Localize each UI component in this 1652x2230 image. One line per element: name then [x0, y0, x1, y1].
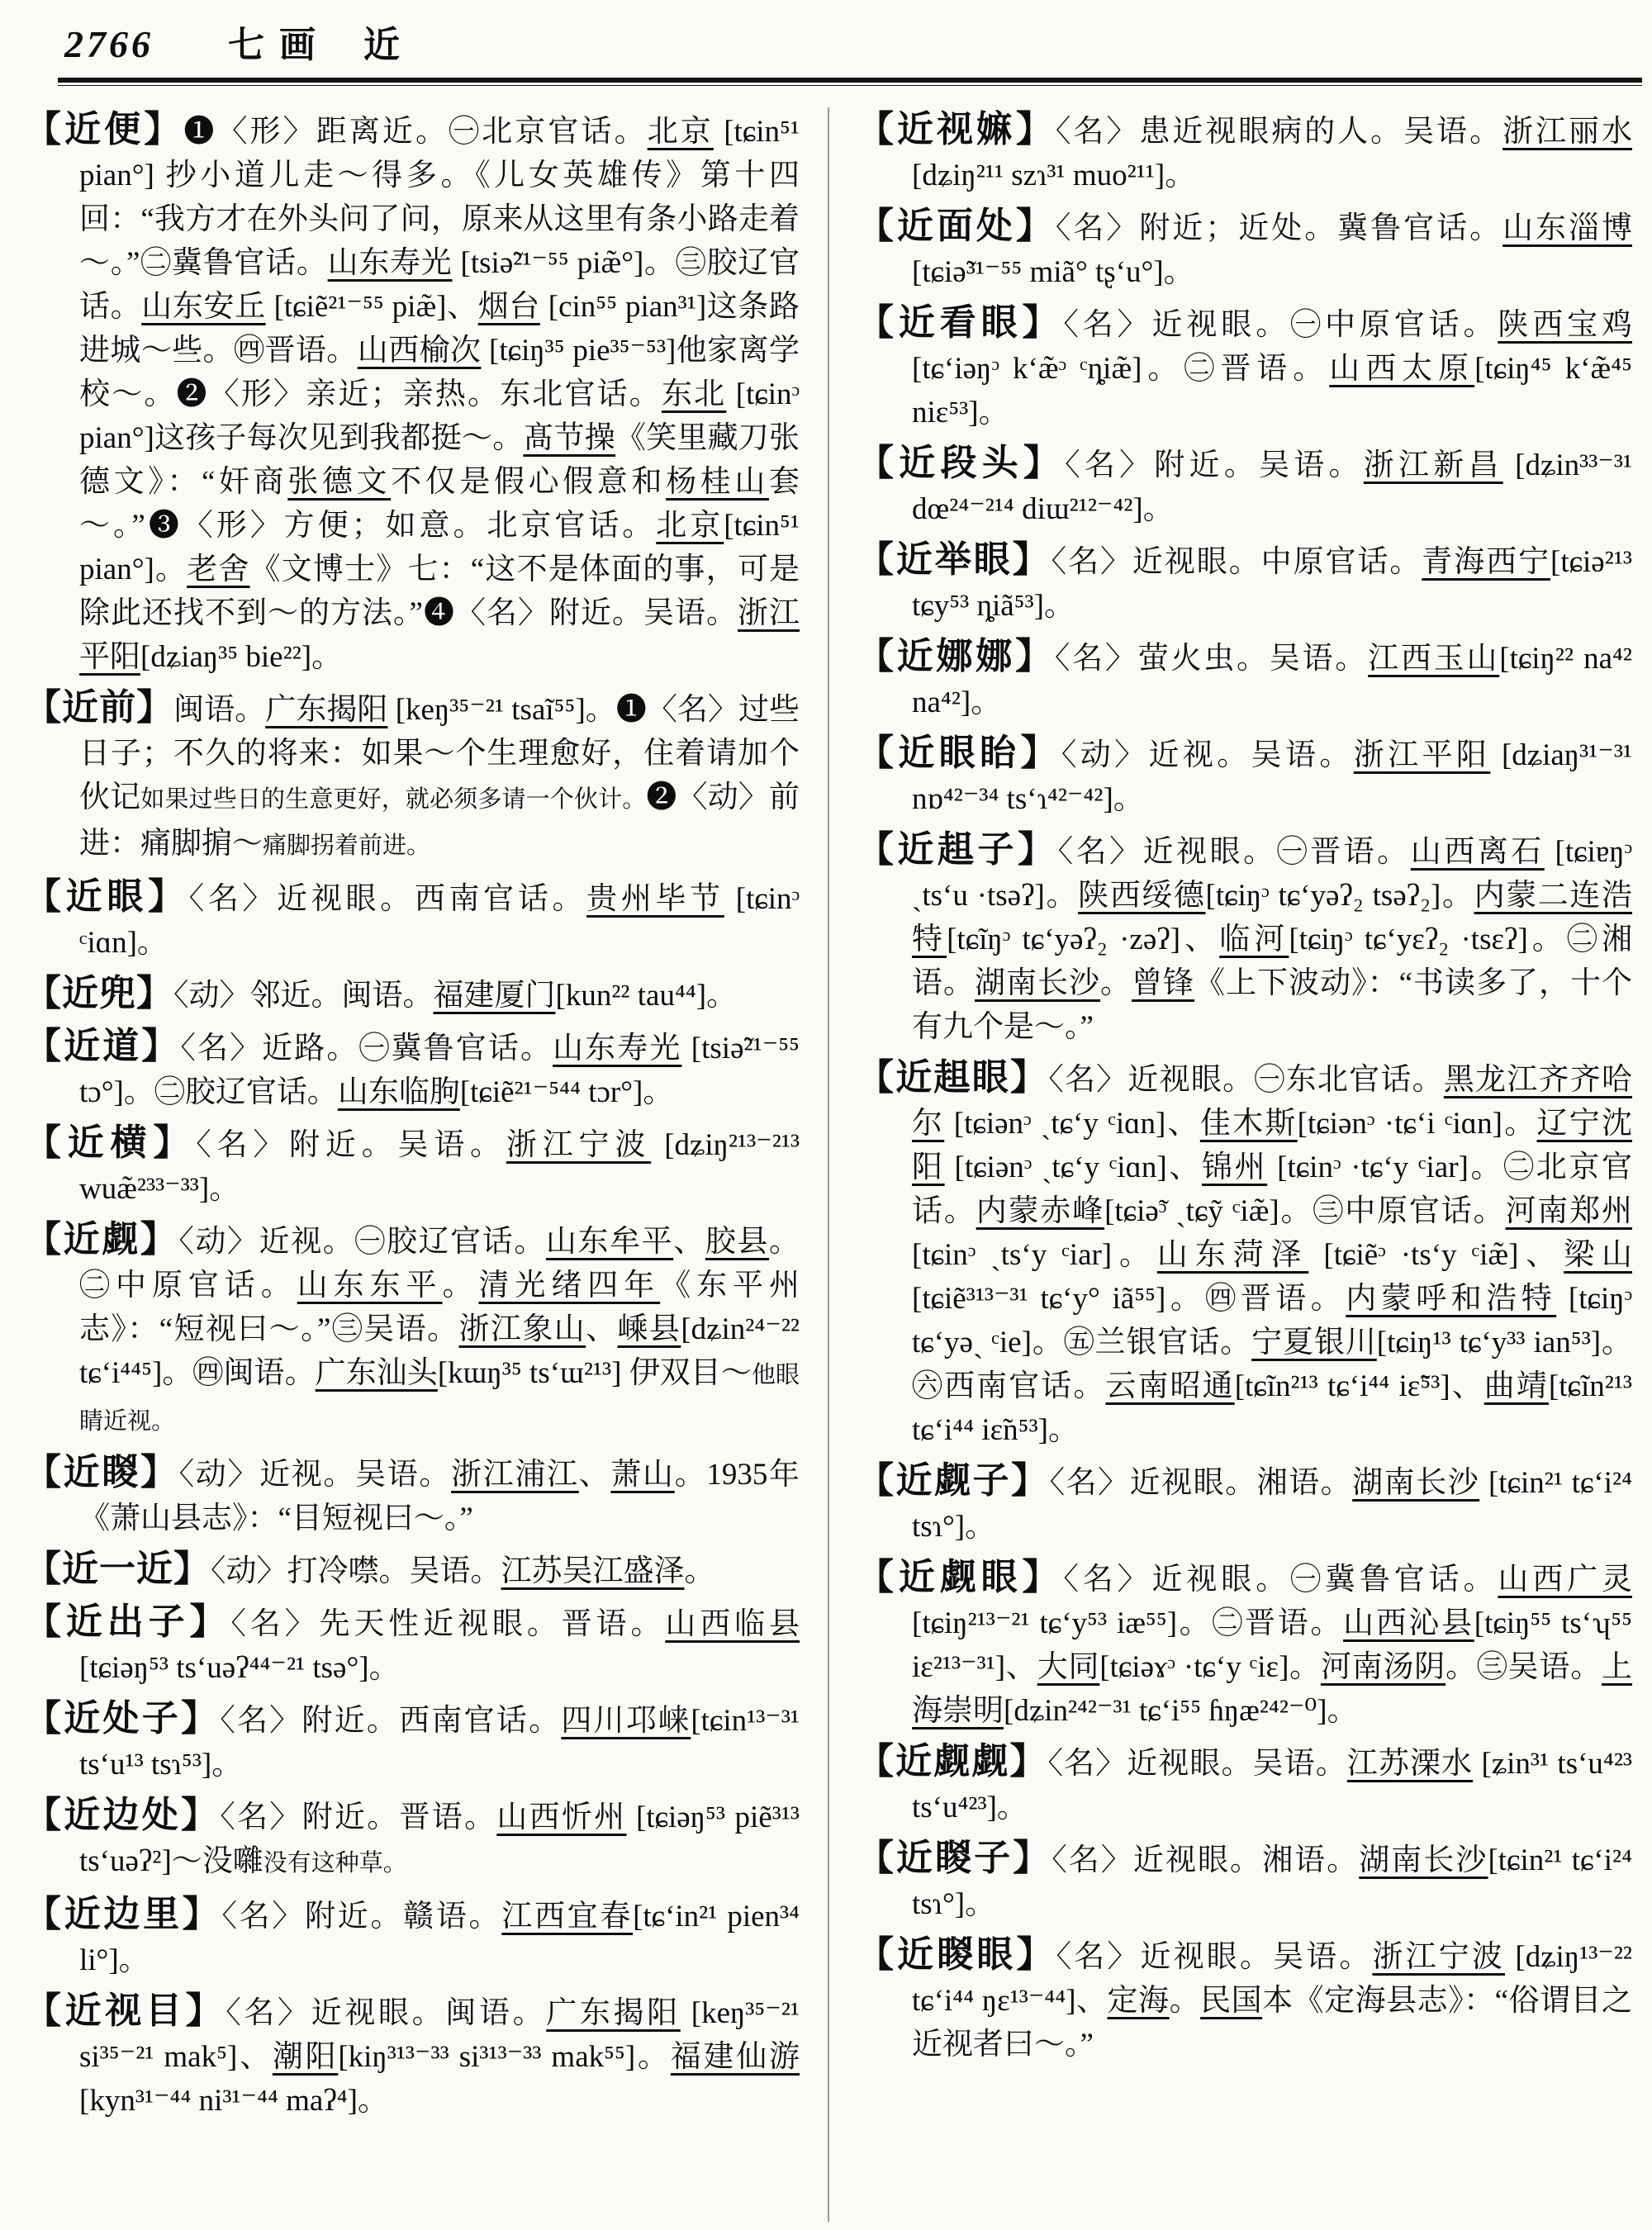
entry-headword: 【近看眼】 — [857, 302, 1064, 343]
entry-headword: 【近道】 — [25, 1026, 181, 1066]
entry-headword: 【近一近】 — [25, 1549, 211, 1589]
proper-noun-text: 曲靖 — [1483, 1369, 1549, 1403]
entry-text: 《笑里藏刀张德文》：“奸商 — [79, 421, 800, 499]
entry-text: 、 — [578, 1458, 611, 1492]
entry-text: [tɕin⁵¹ pian°] 抄小道儿走～得多。《儿女英雄传》第十四回：“我方才在外头问了问，原来从这里有条小路走着～。”㊁冀鲁官话。 — [79, 115, 800, 280]
entry-text: [ʑin³¹ tsʻu⁴²³ tsʻu⁴²³]。 — [912, 1747, 1633, 1824]
entry-text: [tɕiəŋ⁵³ piẽ³¹³ tsʻuəʔ²]～没囃 — [79, 1801, 800, 1878]
proper-noun-text: 辽宁沈阳 — [912, 1107, 1633, 1184]
entry-text: 〈动〉打冷噤。吴语。 — [211, 1554, 501, 1588]
proper-noun-text: 山西太原 — [1329, 352, 1475, 386]
entry-text: 〈名〉近视眼。西南官话。 — [188, 882, 587, 916]
entry-text: [cin⁵⁵ pian³¹]这条路进城～些。㊃晋语。 — [79, 290, 800, 368]
entry-text: [kyn³¹⁻⁴⁴ ni³¹⁻⁴⁴ maʔ⁴]。 — [79, 2084, 388, 2118]
dict-entry — [857, 1836, 1632, 1926]
entry-headword: 【近边里】 — [25, 1894, 222, 1934]
entry-text: [kun²² tau⁴⁴]。 — [555, 979, 738, 1013]
dict-entry — [25, 686, 800, 868]
entry-headword: 【近觑觑】 — [857, 1741, 1048, 1782]
entry-headword: 【近前】 — [25, 687, 174, 728]
entry-text: 。 — [1169, 1984, 1201, 2018]
proper-noun-text: 江苏溧水 — [1346, 1747, 1474, 1781]
proper-noun-text: 广东揭阳 — [265, 693, 388, 727]
proper-noun-text: 江苏吴江盛泽 — [501, 1554, 685, 1588]
entry-text: 〈名〉近视眼。㊀晋语。 — [1057, 835, 1411, 869]
entry-text: 〈名〉附近。赣语。 — [221, 1900, 502, 1933]
proper-noun-text: 山东淄博 — [1502, 211, 1633, 245]
proper-noun-text: 湖南长沙 — [1359, 1843, 1488, 1877]
entry-headword: 【近面处】 — [857, 206, 1056, 246]
page-number: 2766 — [64, 23, 154, 65]
entry-text: 、 — [586, 1312, 618, 1346]
dict-entry — [857, 1056, 1632, 1452]
entry-text: [tɕʻiəŋᵓ kʻæ̃ᵓ ᶜȵiæ̃]。㊁晋语。 — [912, 352, 1330, 386]
proper-noun-text: 贵州毕节 — [586, 882, 724, 916]
proper-noun-text: 山西榆次 — [357, 334, 482, 368]
proper-noun-text: 浙江平阳 — [79, 596, 800, 674]
entry-headword: 【近出子】 — [25, 1601, 231, 1642]
proper-noun-text: 定海 — [1107, 1984, 1170, 2018]
entry-text: 〈动〉邻近。闽语。 — [173, 979, 434, 1013]
proper-noun-text: 青海西宁 — [1422, 545, 1550, 579]
entry-text: [dʑiŋ²¹¹ szɿ³¹ muo²¹¹]。 — [912, 159, 1196, 192]
proper-noun-text: 山西离石 — [1410, 835, 1545, 869]
proper-noun-text: 浙江宁波 — [506, 1128, 652, 1162]
entry-text: [tɕiənᵓ ˏtɕʻy ᶜiɑn]、 — [944, 1107, 1200, 1141]
proper-noun-text: 民国 — [1200, 1984, 1263, 2018]
proper-noun-text: 烟台 — [477, 290, 540, 324]
gloss-small-text: 痛脚拐着前进。 — [263, 833, 431, 859]
dict-entry — [25, 1450, 800, 1540]
proper-noun-text: 山东东平 — [297, 1269, 443, 1302]
entry-text: [dʑiŋ¹³⁻²² tɕʻi⁴⁴ ŋɛ¹³⁻⁴⁴]、 — [912, 1940, 1633, 2018]
entry-text: [tɕinᵓ ᶜiɑn]。 — [79, 882, 800, 960]
proper-noun-text: 河南汤阴 — [1320, 1650, 1446, 1684]
entry-text: 。 — [1100, 966, 1132, 1000]
entry-text: 〈名〉附近；近处。冀鲁官话。 — [1055, 211, 1503, 245]
entry-text: 〈名〉近视眼。吴语。 — [1047, 1747, 1347, 1781]
gloss-small-text: 如果过些日的生意更好，就必须多请一个伙计。 — [140, 786, 647, 813]
dict-entry — [25, 1547, 800, 1593]
entry-text: [tɕʻin²¹ pien³⁴ li°]。 — [79, 1900, 800, 1977]
entry-text: 、 — [673, 1225, 705, 1259]
dict-entry — [857, 731, 1632, 821]
proper-noun-text: 内蒙二连浩特 — [912, 879, 1633, 956]
entry-text: 〈名〉近视眼。湘语。 — [1049, 1466, 1353, 1500]
proper-noun-text: 大同 — [1037, 1650, 1100, 1684]
entry-headword: 【近趄眼】 — [857, 1057, 1049, 1098]
entry-text: 〈名〉附近。吴语。 — [1065, 448, 1364, 482]
proper-noun-text: 宁夏银川 — [1251, 1326, 1377, 1359]
proper-noun-text: 湖南长沙 — [1352, 1466, 1480, 1500]
entry-text: 不仅是假心假意和 — [391, 465, 667, 499]
entry-text: [tɕiŋ²² na⁴² na⁴²]。 — [912, 642, 1632, 719]
entry-text: 〈动〉近视。吴语。 — [1061, 738, 1354, 772]
entry-text: [kɯŋ³⁵ tsʻɯ²¹³] 伊双目～ — [437, 1356, 752, 1390]
proper-noun-text: 四川邛崃 — [561, 1704, 691, 1738]
proper-noun-text: 山西临县 — [665, 1607, 800, 1641]
entry-headword: 【近眼眙】 — [857, 733, 1061, 773]
entry-headword: 【近觑】 — [25, 1219, 179, 1260]
entry-text: [dʑiŋ²¹³⁻²¹³ wuæ̃²³³⁻³³]。 — [79, 1128, 800, 1206]
entry-headword: 【近娜娜】 — [857, 636, 1055, 676]
entry-text: 〈名〉近视眼。㊀中原官话。 — [1063, 308, 1498, 342]
proper-noun-text: 山东临朐 — [337, 1075, 460, 1109]
proper-noun-text: 山东安丘 — [141, 290, 266, 324]
column-divider-rule — [828, 107, 829, 2222]
proper-noun-text: 江西玉山 — [1368, 642, 1500, 676]
proper-noun-text: 内蒙呼和浩特 — [1346, 1282, 1557, 1316]
entry-text: [tɕiŋᵓ tɕʻyɛʔ₂ ·tsɛʔ]。㊁湘语。 — [912, 923, 1633, 1000]
proper-noun-text: 北京 — [647, 115, 714, 149]
entry-headword: 【近兜】 — [25, 973, 173, 1013]
entry-text: [dʑiaŋ³¹⁻³¹ nɒ⁴²⁻³⁴ tsʻɿ⁴²⁻⁴²]。 — [912, 738, 1633, 816]
entry-text: ❷〈动〉前进：痛脚掮～ — [79, 780, 800, 861]
entry-text: 〈名〉附近。吴语。 — [196, 1128, 506, 1162]
section-radical-char: 近 — [363, 25, 415, 65]
entry-text: [keŋ³⁵⁻²¹ tsaĩ⁵⁵]。❶〈名〉过些日子；不久的将来：如果～个生理愈好，住着请加个伙记 — [79, 693, 800, 814]
dict-entry — [857, 1933, 1632, 2066]
proper-noun-text: 萧山 — [610, 1458, 675, 1492]
proper-noun-text: 梁山 — [1564, 1238, 1633, 1272]
proper-noun-text: 黑龙江齐齐哈尔 — [912, 1063, 1633, 1141]
proper-noun-text: 浙江浦江 — [451, 1458, 579, 1492]
entry-text: 〈名〉近视眼。中原官话。 — [1051, 545, 1422, 579]
gloss-small-text: 他眼睛近视。 — [79, 1362, 800, 1435]
entry-text: ❶〈形〉距离近。㊀北京官话。 — [183, 115, 648, 149]
entry-text: 〈名〉萤火虫。吴语。 — [1054, 642, 1369, 676]
entry-text: 套～。”❸〈形〉方便；如意。北京官话。 — [79, 465, 800, 543]
entry-headword: 【近䁓子】 — [857, 1838, 1052, 1878]
proper-noun-text: 老舍 — [187, 553, 250, 586]
entry-headword: 【近视嫲】 — [857, 109, 1056, 149]
proper-noun-text: 内蒙赤峰 — [976, 1194, 1105, 1228]
dict-entry — [25, 1793, 800, 1886]
entry-text: 《文博士》七：“这不是体面的事，可是除此还找不到～的方法。”❹〈名〉附近。吴语。 — [79, 553, 800, 630]
proper-noun-text: 胶县 — [705, 1225, 770, 1259]
entry-text: [dʑin²⁴²⁻³¹ tɕʻi⁵⁵ ɦŋæ²⁴²⁻⁰]。 — [1004, 1694, 1358, 1728]
entry-text: [tɕiẽ²¹⁻⁵⁴⁴ tɔr°]。 — [459, 1075, 674, 1109]
entry-text: 〈名〉附近。西南官话。 — [220, 1704, 562, 1738]
entry-text: 。㊁中原官话。 — [79, 1225, 800, 1302]
entry-headword: 【近处子】 — [25, 1698, 221, 1739]
entry-text: 〈名〉患近视眼病的人。吴语。 — [1055, 115, 1503, 149]
entry-text: [tɕiŋᵓ tɕʻyəʔ₂ tsəʔ₂]。 — [1205, 879, 1474, 913]
section-title — [228, 15, 415, 68]
proper-noun-text: 佳木斯 — [1199, 1107, 1298, 1141]
entry-text: [dʑin³³⁻³¹ dœ²⁴⁻²¹⁴ diɯ²¹²⁻⁴²]。 — [912, 448, 1633, 526]
proper-noun-text: 锦州 — [1202, 1151, 1268, 1184]
proper-noun-text: 东北 — [661, 377, 727, 411]
dict-entry — [857, 828, 1632, 1049]
proper-noun-text: 山西忻州 — [496, 1801, 627, 1834]
proper-noun-text: 广东揭阳 — [546, 1996, 681, 2030]
entry-text: [dʑin²⁴⁻²² tɕʻi⁴⁴⁵]。㊃闽语。 — [79, 1312, 800, 1390]
dict-entry — [857, 634, 1632, 724]
entry-headword: 【近边处】 — [25, 1795, 221, 1835]
entry-text: [tɕiə̃³¹⁻⁵⁵ miã° tʂʻu°]。 — [912, 255, 1194, 289]
entry-text: [tɕĩn²¹³ tɕʻi⁴⁴ iɛ̃n⁵³]。 — [912, 1369, 1633, 1447]
entry-text: [tɕinᵓ pian°]这孩子每次见到我都挺～。 — [79, 377, 800, 455]
proper-noun-text: 髙节操 — [523, 421, 616, 455]
column-left — [25, 107, 800, 2129]
proper-noun-text: 江西宜春 — [501, 1900, 634, 1933]
dict-entry — [857, 1459, 1632, 1549]
proper-noun-text: 云南昭通 — [1105, 1369, 1235, 1403]
proper-noun-text: 山东寿光 — [327, 246, 453, 280]
proper-noun-text: 山东寿光 — [553, 1032, 682, 1065]
entry-text: [kiŋ³¹³⁻³³ si³¹³⁻³³ mak⁵⁵]。 — [338, 2040, 671, 2074]
proper-noun-text: 杨桂山 — [666, 465, 770, 499]
entry-text: [keŋ³⁵⁻²¹ si³⁵⁻²¹ mak⁵]、 — [79, 1996, 800, 2074]
entry-text: [tɕiŋ⁵⁵ tsʻʮ⁵⁵ iɛ²¹³⁻³¹]、 — [912, 1606, 1632, 1684]
entry-text: 。1935年《萧山县志》：“目短视曰～。” — [79, 1458, 800, 1535]
entry-headword: 【近视目】 — [25, 1990, 226, 2031]
entry-text: [tɕiə̃ᵓ ˏtɕỹ ᶜiæ̃]。㊂中原官话。 — [1104, 1194, 1506, 1228]
entry-headword: 【近趄子】 — [857, 829, 1058, 870]
entry-text: 〈动〉近视。吴语。 — [178, 1458, 452, 1492]
dict-entry — [857, 1739, 1632, 1829]
dictionary-body — [0, 86, 1652, 2129]
proper-noun-text: 陕西宝鸡 — [1498, 308, 1633, 342]
proper-noun-text: 临河 — [1219, 923, 1289, 956]
entry-text: [tɕiẽ²¹⁻⁵⁵ piæ̃]、 — [265, 290, 478, 324]
entry-text: [tɕiənᵓ ˏtɕʻy ᶜiɑn]、 — [944, 1151, 1202, 1184]
entry-headword: 【近䁓】 — [25, 1452, 179, 1492]
proper-noun-text: 北京 — [656, 509, 724, 543]
dict-entry — [25, 1217, 800, 1444]
proper-noun-text: 山西广灵 — [1498, 1563, 1633, 1597]
entry-text: 〈名〉近视眼。吴语。 — [1056, 1940, 1373, 1974]
dict-entry — [857, 1555, 1632, 1733]
proper-noun-text: 河南郑州 — [1505, 1194, 1632, 1228]
column-right — [857, 107, 1632, 2129]
proper-noun-text: 山东牟平 — [545, 1225, 674, 1259]
dict-entry — [25, 1600, 800, 1690]
entry-text: [tɕĩn²¹³ tɕʻi⁴⁴ iɛ̃⁵³]、 — [1234, 1369, 1484, 1403]
entry-text: [dʑiaŋ³⁵ bie²²]。 — [140, 640, 343, 674]
entry-text: 〈名〉近视眼。闽语。 — [225, 1996, 547, 2030]
entry-text: [tɕinᵓ ˏtsʻy ᶜiar]。 — [912, 1238, 1157, 1272]
dict-entry — [25, 875, 800, 965]
proper-noun-text: 浙江丽水 — [1502, 115, 1633, 149]
entry-text: [tɕin⁵¹ pian°]。 — [79, 509, 800, 586]
entry-text: [tɕinᵓ ·tɕʻy ᶜiar]。㊁北京官话。 — [912, 1151, 1632, 1228]
entry-headword: 【近觑子】 — [857, 1460, 1050, 1501]
dict-entry — [25, 1989, 800, 2123]
gloss-small-text: 没有这种草。 — [263, 1850, 407, 1877]
entry-text: [tɕiŋ²¹³⁻²¹ tɕʻy⁵³ iæ⁵⁵]。㊁晋语。 — [912, 1606, 1344, 1640]
entry-headword: 【近横】 — [25, 1122, 197, 1163]
entry-text: 〈名〉近路。㊀冀鲁官话。 — [180, 1032, 553, 1065]
entry-text: [tsiə̃²¹⁻⁵⁵ tɔ°]。㊁胶辽官话。 — [79, 1032, 800, 1109]
entry-text: [tɕiŋ⁴⁵ kʻæ̃⁴⁵ niɛ⁵³]。 — [912, 352, 1633, 429]
proper-noun-text: 广东汕头 — [315, 1356, 438, 1390]
entry-text: 本《定海县志》：“俗谓目之近视者曰～。” — [912, 1984, 1633, 2062]
entry-text: 闽语。 — [173, 693, 266, 727]
proper-noun-text: 张德文 — [287, 465, 392, 499]
entry-text: [tɕiənᵓ ·tɕʻi ᶜiɑn]。 — [1297, 1107, 1537, 1141]
entry-headword: 【近段头】 — [857, 443, 1066, 483]
proper-noun-text: 浙江新昌 — [1363, 448, 1503, 482]
entry-text: [tɕin²¹ tɕʻi²⁴ tsɿ°]。 — [912, 1466, 1633, 1544]
entry-text: 〈名〉先天性近视眼。晋语。 — [230, 1607, 666, 1641]
entry-text: [tɕiŋ¹³ tɕʻy³³ ian⁵³]。㊅西南官话。 — [912, 1326, 1633, 1403]
dict-entry — [25, 1892, 800, 1982]
dict-entry — [857, 538, 1632, 628]
proper-noun-text: 浙江平阳 — [1353, 738, 1491, 772]
entry-headword: 【近眼】 — [25, 876, 189, 917]
proper-noun-text: 山西沁县 — [1343, 1606, 1474, 1640]
page-header — [0, 0, 1652, 76]
section-stroke-count: 七画 — [228, 25, 330, 65]
entry-text: [tɕĩŋᵓ tɕʻyəʔ₂ ·zəʔ]、 — [947, 923, 1220, 956]
entry-text: 。㊂吴语。 — [1446, 1650, 1602, 1684]
entry-text: [tɕiẽᵓ ·tsʻy ᶜiæ̃]、 — [1308, 1238, 1564, 1272]
dict-entry — [25, 107, 800, 679]
proper-noun-text: 福建厦门 — [433, 979, 556, 1013]
entry-headword: 【近䁓眼】 — [857, 1934, 1056, 1975]
entry-text: 《上下波动》：“书读多了，十个有九个是～。” — [912, 966, 1633, 1044]
proper-noun-text: 上海崇明 — [912, 1650, 1632, 1728]
entry-text: [tɕin¹³⁻³¹ tsʻu¹³ tsɿ⁵³]。 — [79, 1704, 800, 1782]
header-rule — [58, 78, 1642, 86]
entry-headword: 【近便】 — [25, 109, 184, 149]
proper-noun-text: 潮阳 — [272, 2040, 339, 2074]
entry-text: 〈动〉近视。㊀胶辽官话。 — [178, 1225, 546, 1259]
entry-text: [tɕiẽ³¹³⁻³¹ tɕʻy° iã⁵⁵]。㊃晋语。 — [912, 1282, 1346, 1316]
dict-entry — [25, 971, 800, 1018]
entry-text: 〈名〉近视眼。㊀东北官话。 — [1048, 1063, 1444, 1097]
entry-text: [tsiə̃²¹⁻⁵⁵ piæ̃°]。㊂胶辽官话。 — [79, 246, 800, 324]
entry-text: [tɕiəŋ⁵³ tsʻuəʔ⁴⁴⁻²¹ tsə°]。 — [79, 1651, 400, 1685]
entry-text: 《东平州志》：“短视曰～。”㊂吴语。 — [79, 1269, 800, 1346]
entry-text: [tɕiəɤᵓ ·tɕʻy ᶜiɛ]。 — [1099, 1650, 1321, 1684]
entry-text: [tɕiɐŋᵓ ˏtsʻu ·tsəʔ]。 — [912, 835, 1633, 913]
entry-headword: 【近觑眼】 — [857, 1557, 1064, 1597]
entry-text: [tɕin²¹ tɕʻi²⁴ tsɿ°]。 — [912, 1843, 1633, 1921]
proper-noun-text: 山东菏泽 — [1156, 1238, 1309, 1272]
proper-noun-text: 嵊县 — [617, 1312, 681, 1346]
proper-noun-text: 浙江象山 — [458, 1312, 586, 1346]
entry-text: [tɕiŋ³⁵ pie³⁵⁻⁵³]他家离学校～。❷〈形〉亲近；亲热。东北官话。 — [79, 334, 800, 411]
dict-entry — [857, 107, 1632, 197]
dict-entry — [857, 301, 1632, 434]
entry-text: 〈名〉近视眼。㊀冀鲁官话。 — [1063, 1563, 1498, 1597]
dict-entry — [857, 441, 1632, 531]
entry-text: 〈名〉近视眼。湘语。 — [1051, 1843, 1360, 1877]
entry-text: 。 — [442, 1269, 479, 1302]
proper-noun-text: 陕西绥德 — [1078, 879, 1206, 913]
dict-entry — [25, 1024, 800, 1114]
entry-text: 。 — [684, 1554, 715, 1588]
proper-noun-text: 曾锋 — [1132, 966, 1195, 1000]
dict-entry — [25, 1696, 800, 1786]
dict-entry — [857, 204, 1632, 294]
entry-text: [tɕiŋᵓ tɕʻyəˎ ᶜie]。㊄兰银官话。 — [912, 1282, 1632, 1359]
proper-noun-text: 湖南长沙 — [975, 966, 1101, 1000]
entry-text: [tɕiə²¹³ tɕy⁵³ ȵiã⁵³]。 — [912, 545, 1633, 623]
proper-noun-text: 福建仙游 — [670, 2040, 800, 2074]
proper-noun-text: 浙江宁波 — [1372, 1940, 1505, 1974]
entry-text: 〈名〉附近。晋语。 — [220, 1801, 497, 1834]
dict-entry — [25, 1121, 800, 1211]
proper-noun-text: 清光绪四年 — [478, 1269, 661, 1302]
entry-headword: 【近举眼】 — [857, 539, 1051, 580]
